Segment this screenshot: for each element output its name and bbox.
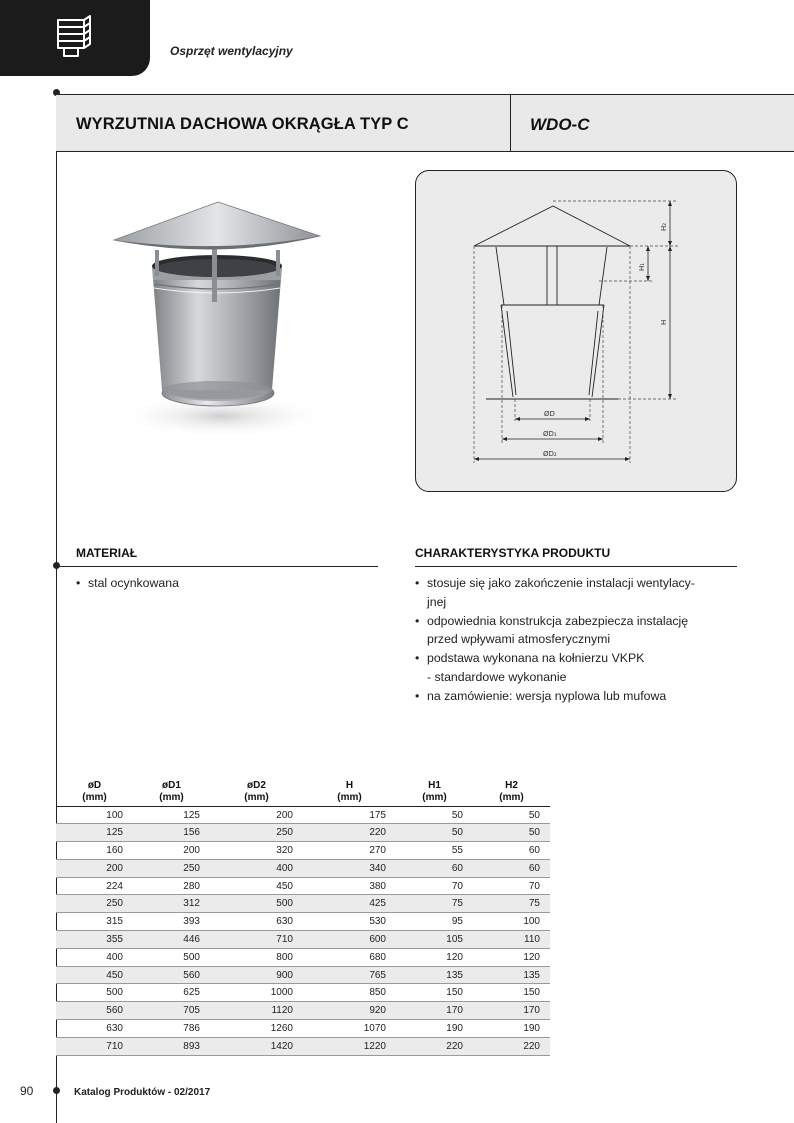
table-cell: 380 [303,877,396,895]
table-row [56,1020,550,1038]
table-cell: 170 [396,1002,473,1020]
table-cell: 70 [396,877,473,895]
table-cell: 125 [56,824,133,842]
table-cell: 150 [396,984,473,1002]
table-row [56,913,550,931]
table-cell: 446 [133,931,210,949]
table-cell: 50 [396,806,473,824]
table-cell: 120 [473,948,550,966]
rule-dot-bottom [53,1087,60,1094]
table-cell: 500 [56,984,133,1002]
table-cell: 150 [473,984,550,1002]
table-cell: 800 [210,948,303,966]
table-cell: 75 [473,895,550,913]
table-cell: 200 [210,806,303,824]
table-row [56,984,550,1002]
table-cell: 1000 [210,984,303,1002]
table-cell: 920 [303,1002,396,1020]
product-code: WDO-C [530,115,590,134]
material-heading: MATERIAŁ [76,546,138,560]
table-cell: 560 [56,1002,133,1020]
table-cell: 250 [133,859,210,877]
table-cell: 60 [473,859,550,877]
table-cell: 393 [133,913,210,931]
table-cell: 893 [133,1037,210,1055]
table-cell: 160 [56,842,133,860]
table-cell: 270 [303,842,396,860]
table-cell: 765 [303,966,396,984]
table-cell: 355 [56,931,133,949]
table-cell: 50 [396,824,473,842]
table-row [56,842,550,860]
table-cell: 50 [473,824,550,842]
table-cell: 400 [210,859,303,877]
table-cell: 250 [210,824,303,842]
table-row [56,948,550,966]
product-title: WYRZUTNIA DACHOWA OKRĄGŁA TYP C [76,115,409,133]
table-row [56,824,550,842]
table-cell: 630 [210,913,303,931]
table-cell: 170 [473,1002,550,1020]
table-cell: 1420 [210,1037,303,1055]
vent-grille-icon [54,14,94,58]
table-cell: 200 [56,859,133,877]
table-row [56,895,550,913]
table-row [56,1002,550,1020]
table-cell: 190 [396,1020,473,1038]
table-cell: 450 [210,877,303,895]
title-band [56,94,794,152]
table-cell: 200 [133,842,210,860]
label-h2: H₂ [660,222,668,231]
material-list [76,574,376,593]
table-cell: 224 [56,877,133,895]
material-rule [56,566,378,567]
table-cell: 135 [396,966,473,984]
table-cell: 220 [396,1037,473,1055]
table-cell: 315 [56,913,133,931]
list-item: • stal ocynkowana [76,574,376,593]
label-h1: H₁ [638,262,646,271]
col-header: øD1 (mm) [159,779,184,803]
title-separator [510,95,511,151]
col-header: H (mm) [337,779,362,803]
table-cell: 220 [473,1037,550,1055]
table-cell: 100 [56,806,133,824]
table-cell: 500 [210,895,303,913]
table-row [56,859,550,877]
table-cell: 175 [303,806,396,824]
table-cell: 105 [396,931,473,949]
table-cell: 320 [210,842,303,860]
table-cell: 850 [303,984,396,1002]
table-cell: 705 [133,1002,210,1020]
list-item: • odpowiednia konstrukcja zabezpiecza instalację przed wpływami atmosferycznymi [415,612,745,650]
table-cell: 190 [473,1020,550,1038]
characteristics-list [415,574,745,706]
table-cell: 280 [133,877,210,895]
label-d: ØD [544,410,555,418]
table-cell: 625 [133,984,210,1002]
table-cell: 400 [56,948,133,966]
table-cell: 312 [133,895,210,913]
table-cell: 560 [133,966,210,984]
table-cell: 95 [396,913,473,931]
table-cell: 55 [396,842,473,860]
list-item: • podstawa wykonana na kołnierzu VKPK - standardowe wykonanie [415,649,745,687]
list-item: • stosuje się jako zakończenie instalacji wentylacy- jnej [415,574,745,612]
technical-drawing [415,170,737,492]
dimensions-table [56,778,550,1056]
table-cell: 786 [133,1020,210,1038]
table-cell: 60 [396,859,473,877]
col-header: H1 (mm) [422,779,447,803]
table-row [56,877,550,895]
table-cell: 70 [473,877,550,895]
table-cell: 500 [133,948,210,966]
table-row [56,931,550,949]
table-cell: 680 [303,948,396,966]
table-cell: 75 [396,895,473,913]
page-number: 90 [20,1084,34,1098]
table-cell: 220 [303,824,396,842]
table-cell: 425 [303,895,396,913]
col-header: øD (mm) [82,779,107,803]
table-row [56,1037,550,1055]
table-cell: 630 [56,1020,133,1038]
label-h: H [660,319,668,325]
col-header: øD2 (mm) [244,779,269,803]
table-cell: 900 [210,966,303,984]
catalog-footer: Katalog Produktów - 02/2017 [74,1087,211,1098]
table-cell: 710 [210,931,303,949]
table-cell: 450 [56,966,133,984]
dimension-diagram [416,171,738,493]
table-header-row [56,778,550,806]
category-label: Osprzęt wentylacyjny [170,44,293,58]
category-tab [0,0,150,76]
table-cell: 60 [473,842,550,860]
table-cell: 135 [473,966,550,984]
table-cell: 530 [303,913,396,931]
col-header: H2 (mm) [499,779,524,803]
table-cell: 250 [56,895,133,913]
table-cell: 110 [473,931,550,949]
table-cell: 125 [133,806,210,824]
product-image [100,188,340,453]
table-row [56,806,550,824]
list-item: • na zamówienie: wersja nyplowa lub mufowa [415,687,745,706]
table-cell: 50 [473,806,550,824]
table-cell: 340 [303,859,396,877]
table-cell: 710 [56,1037,133,1055]
label-d1: ØD₁ [543,430,557,438]
table-cell: 1120 [210,1002,303,1020]
label-d2: ØD₂ [543,450,557,458]
table-cell: 156 [133,824,210,842]
table-cell: 100 [473,913,550,931]
table-cell: 1220 [303,1037,396,1055]
characteristics-heading: CHARAKTERYSTYKA PRODUKTU [415,546,611,560]
table-cell: 120 [396,948,473,966]
table-row [56,966,550,984]
table-cell: 1260 [210,1020,303,1038]
table-cell: 600 [303,931,396,949]
characteristics-rule [415,566,737,567]
table-cell: 1070 [303,1020,396,1038]
table-body [56,806,550,1055]
